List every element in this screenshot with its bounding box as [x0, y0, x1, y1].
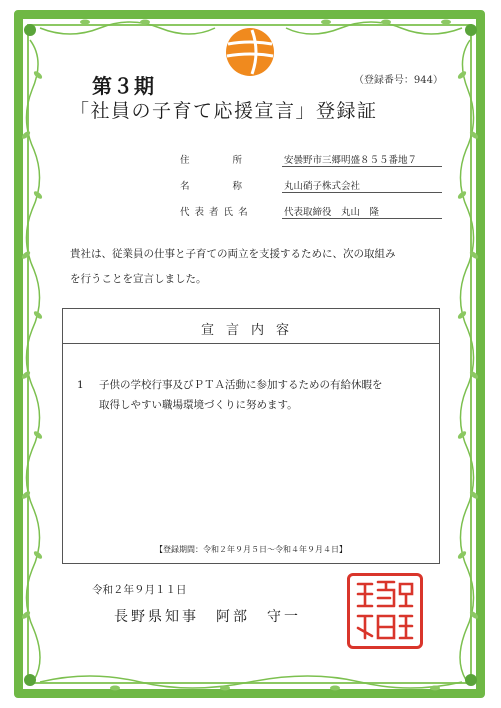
representative-value: 代表取締役 丸山 隆 [282, 204, 442, 219]
orange-circle-logo-icon [224, 26, 276, 78]
declaration-item-text [99, 375, 419, 415]
intro-line-1: 貴社は、従業員の仕事と子育ての両立を支援するために、次の取組み [70, 248, 396, 260]
intro-line-2: を行うことを宣言しました。 [70, 273, 207, 285]
certificate-title: 「社員の子育て応援宣言」登録証 [70, 100, 378, 122]
representative-label: 代 表 者 氏 名 [180, 207, 249, 218]
declaration-item-number: 1 [77, 379, 84, 391]
address-label: 住 所 [180, 155, 244, 166]
issuer-name: 長野県知事 阿部 守一 [114, 609, 301, 625]
declaration-item-line-1: 子供の学校行事及びＰＴＡ活動に参加するための有給休暇を [99, 379, 383, 391]
name-value: 丸山硝子株式会社 [282, 178, 442, 193]
declaration-item-line-2: 取得しやすい職場環境づくりに努めます。 [99, 399, 298, 411]
official-seal-icon [347, 573, 423, 649]
declaration-box [62, 308, 440, 564]
address-row [180, 152, 442, 169]
registration-number: （登録番号：944） [353, 75, 443, 86]
declaration-divider [63, 343, 439, 344]
issue-date: 令和２年９月１１日 [92, 584, 187, 596]
representative-row [180, 204, 442, 221]
registration-period: 【登録期間：令和２年９月５日～令和４年９月４日】 [155, 545, 347, 554]
term-label: 第３期 [92, 74, 155, 98]
address-value: 安曇野市三郷明盛８５５番地７ [282, 152, 442, 167]
name-row [180, 178, 442, 195]
intro-paragraph [70, 242, 442, 292]
declaration-heading: 宣言内容 [200, 323, 301, 338]
name-label: 名 称 [180, 181, 244, 192]
